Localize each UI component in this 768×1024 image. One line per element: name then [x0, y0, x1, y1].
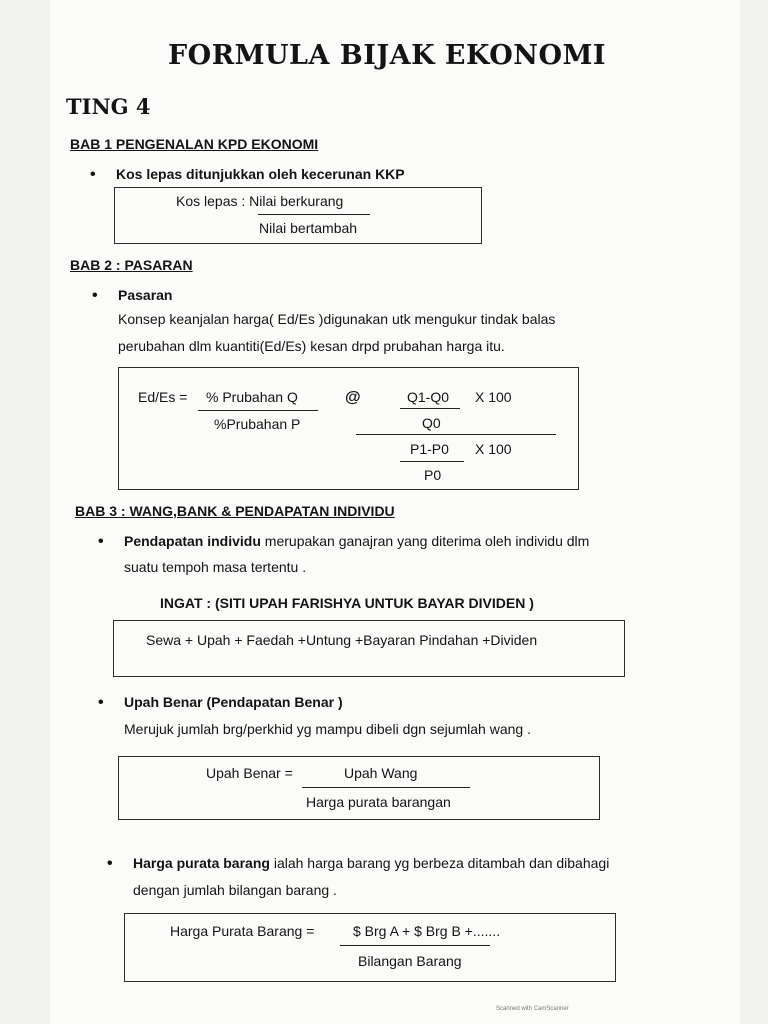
bab3-heading: BAB 3 : WANG,BANK & PENDAPATAN INDIVIDU: [75, 503, 395, 519]
bab2-bullet: [92, 287, 173, 304]
fraction-line: [258, 214, 370, 215]
bab2-line2: perubahan dlm kuantiti(Ed/Es) kesan drpd prubahan harga itu.: [118, 338, 505, 354]
bab3-b3-line2: dengan jumlah bilangan barang .: [133, 882, 337, 898]
bab3-ingat: INGAT : (SITI UPAH FARISHYA UNTUK BAYAR DIVIDEN ): [160, 595, 534, 611]
bab3-sum-box: [113, 620, 625, 677]
bullet-icon: •: [92, 287, 98, 304]
fraction-line: [198, 410, 318, 411]
fraction-line: [400, 461, 464, 462]
bab2-heading: BAB 2 : PASARAN: [70, 257, 193, 273]
bab3-b2-text: Upah Benar (Pendapatan Benar ): [124, 694, 343, 710]
bab3-f3-den: Bilangan Barang: [358, 953, 462, 969]
bullet-icon: •: [90, 166, 96, 183]
bab1-bullet: [90, 166, 405, 183]
bab1-bullet-text: Kos lepas ditunjukkan oleh kecerunan KKP: [116, 166, 405, 182]
bab2-f-q0: Q0: [422, 415, 441, 431]
bullet-icon: •: [98, 533, 104, 550]
bab3-b1-rest: merupakan ganajran yang diterima oleh individu dlm: [260, 533, 590, 549]
bab3-sum: Sewa + Upah + Faedah +Untung +Bayaran Pindahan +Dividen: [146, 632, 538, 648]
bab1-formula-den: Nilai bertambah: [259, 220, 358, 236]
bab2-f-den: %Prubahan P: [214, 416, 301, 432]
bab1-formula-lhs: Kos lepas : Nilai berkurang: [176, 193, 344, 209]
bab3-f3-num: $ Brg A + $ Brg B +.......: [353, 923, 501, 939]
bullet-icon: •: [107, 855, 113, 872]
bab3-b1-line2: suatu tempoh masa tertentu .: [124, 559, 307, 575]
bab3-b3-bold: Harga purata barang: [133, 855, 270, 871]
bab2-formula-box: [118, 367, 579, 490]
bab3-f2-den: Harga purata barangan: [306, 794, 451, 810]
bab2-f-p0: P0: [424, 467, 442, 483]
scanner-watermark: Scanned with CamScanner: [496, 1006, 569, 1012]
fraction-line: [340, 945, 490, 946]
bab2-f-num: % Prubahan Q: [206, 389, 298, 405]
bab1-heading: BAB 1 PENGENALAN KPD EKONOMI: [70, 136, 319, 152]
bab2-bullet-text: Pasaran: [118, 287, 173, 303]
bab3-f2-lhs: Upah Benar =: [206, 765, 293, 781]
bab2-f-at: @: [345, 389, 361, 406]
bab2-line1: Konsep keanjalan harga( Ed/Es )digunakan utk mengukur tindak balas: [118, 311, 556, 327]
bab3-b1-bold: Pendapatan individu: [124, 533, 261, 549]
bab3-bullet3: [107, 855, 610, 872]
bab2-f-x1: X 100: [475, 389, 512, 405]
bab2-f-q: Q1-Q0: [407, 389, 450, 405]
bab2-f-x2: X 100: [475, 441, 512, 457]
bab3-b3-rest: ialah harga barang yg berbeza ditambah dan dibahagi: [269, 855, 610, 871]
bab3-bullet1: [98, 533, 590, 550]
bab3-bullet2: [98, 694, 343, 711]
page-title: FORMULA BIJAK EKONOMI: [168, 40, 606, 71]
fraction-line: [302, 787, 470, 788]
bab3-b2-line: Merujuk jumlah brg/perkhid yg mampu dibeli dgn sejumlah wang .: [124, 721, 531, 737]
bab3-f3-lhs: Harga Purata Barang =: [170, 923, 315, 939]
bab2-f-lhs: Ed/Es =: [138, 389, 188, 405]
fraction-main-line: [356, 434, 556, 435]
fraction-line: [400, 408, 460, 409]
level-heading: TING 4: [66, 94, 151, 119]
bullet-icon: •: [98, 694, 104, 711]
bab2-f-p: P1-P0: [410, 441, 449, 457]
bab3-f2-num: Upah Wang: [344, 765, 418, 781]
